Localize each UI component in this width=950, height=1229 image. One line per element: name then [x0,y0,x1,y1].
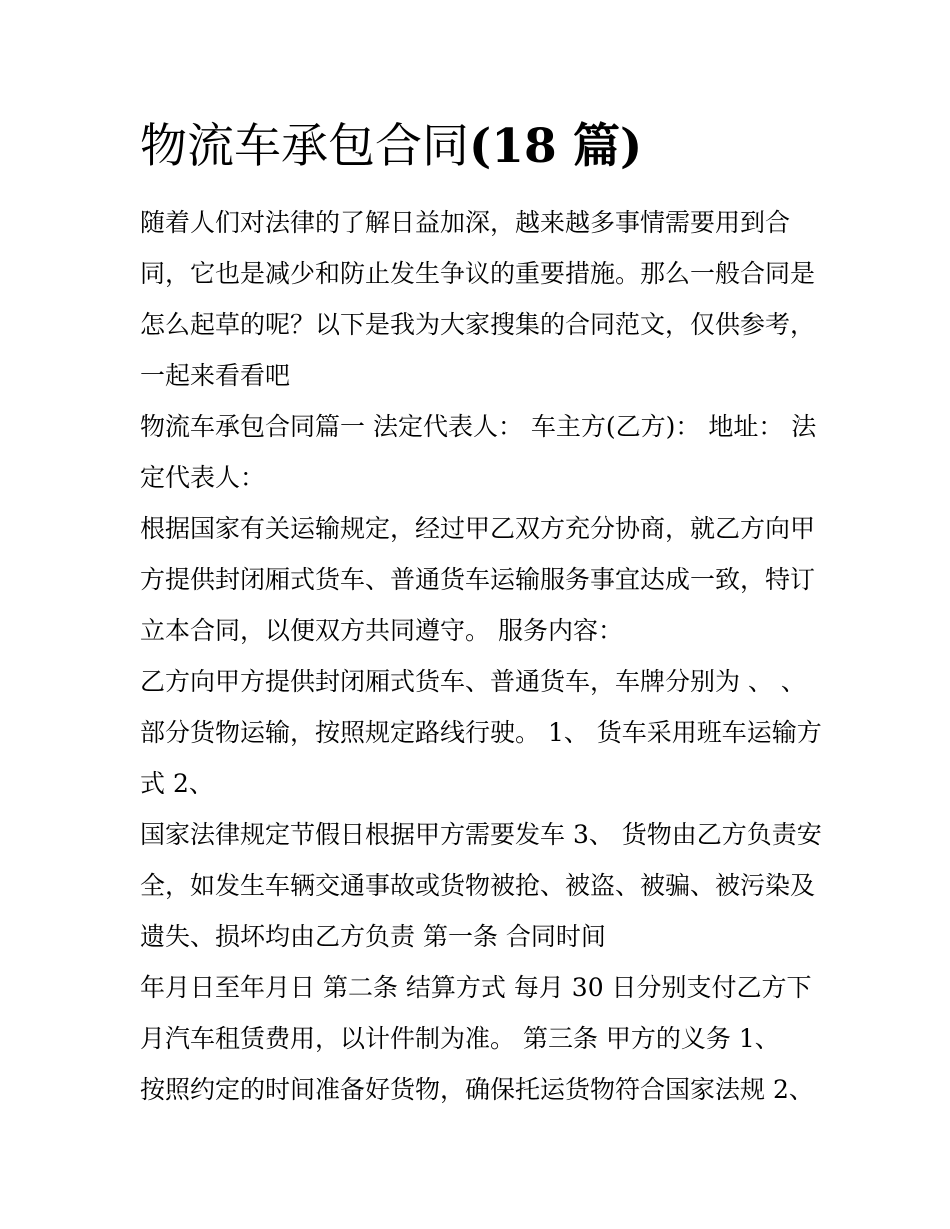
text-line: 方提供封闭厢式货车、普通货车运输服务事宜达成一致，特订 [140,565,816,594]
text-line: 部分货物运输，按照规定路线行驶。 1、 货车采用班车运输方 [140,718,822,747]
text-line: 一起来看看吧 [140,361,291,390]
text-line: 全，如发生车辆交通事故或货物被抢、被盗、被骗、被污染及 [140,871,816,900]
text-line: 根据国家有关运输规定，经过甲乙双方充分协商，就乙方向甲 [140,514,816,543]
text-line: 同，它也是减少和防止发生争议的重要措施。那么一般合同是 [140,259,816,288]
title-text: 物流车承包合同 [140,119,469,174]
document-body [140,197,830,1115]
text-line: 月汽车租赁费用，以计件制为准。 第三条 甲方的义务 1、 [140,1024,780,1053]
text-line: 年月日至年月日 第二条 结算方式 每月 30 日分别支付乙方下 [140,973,812,1002]
text-line: 式 2、 [140,769,214,798]
title-count: (18 篇) [469,119,643,174]
text-line: 定代表人： [140,463,266,492]
text-line: 按照约定的时间准备好货物，确保托运货物符合国家法规 2、 [140,1075,814,1104]
document-title [140,112,642,182]
text-line: 乙方向甲方提供封闭厢式货车、普通货车，车牌分别为 、 、 [140,667,806,696]
text-line: 国家法律规定节假日根据甲方需要发车 3、 货物由乙方负责安 [140,820,822,849]
text-line: 立本合同，以便双方共同遵守。 服务内容： [140,616,623,645]
text-line: 随着人们对法律的了解日益加深，越来越多事情需要用到合 [140,208,791,237]
text-line: 物流车承包合同篇一 法定代表人： 车主方(乙方)： 地址： 法 [140,412,817,441]
text-line: 遗失、损坏均由乙方负责 第一条 合同时间 [140,922,606,951]
text-line: 怎么起草的呢？以下是我为大家搜集的合同范文，仅供参考， [140,310,816,339]
